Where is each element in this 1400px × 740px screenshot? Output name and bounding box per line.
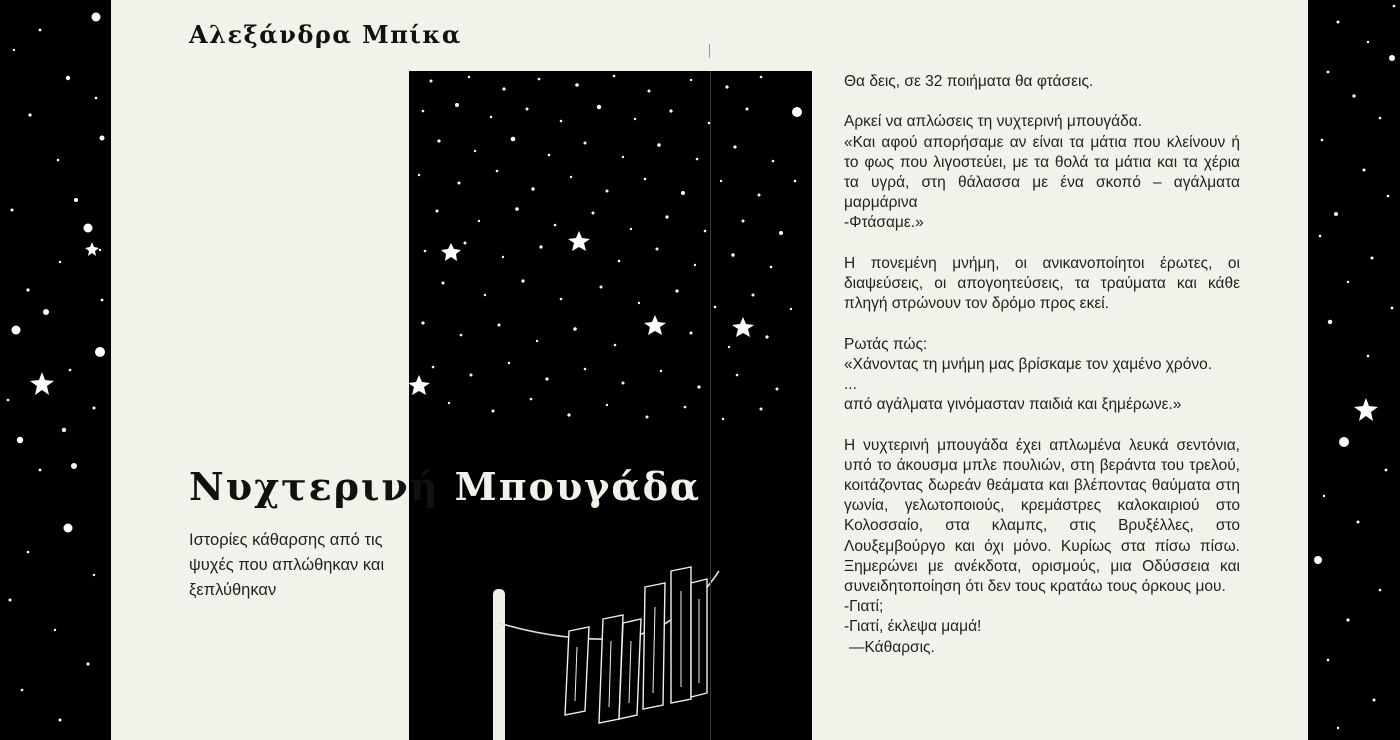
- blurb-line: από αγάλματα γινόμασταν παιδιά και ξημέρωνε.»: [844, 396, 1182, 414]
- blurb-line: ...: [844, 376, 857, 393]
- title-second-word: Μπουγάδα: [454, 464, 702, 509]
- blurb-line: «Χάνοντας τη μνήμη μας βρίσκαμε τον χαμένο χρόνο.: [844, 355, 1212, 373]
- cover-artwork: [409, 71, 812, 740]
- book-spread: [111, 0, 1308, 740]
- starfield-right: [1308, 0, 1400, 740]
- signature: —Κάθαρσις.: [849, 638, 935, 656]
- stars-right-icon: [1308, 0, 1400, 740]
- blurb-paragraph-4: [844, 335, 1240, 416]
- back-cover-blurb: [844, 72, 1240, 658]
- stars-left-icon: [0, 0, 111, 740]
- cover-fold-line: [710, 71, 711, 740]
- blurb-paragraph-1: Θα δεις, σε 32 ποιήματα θα φτάσεις.: [844, 73, 1094, 90]
- blurb-body: Η νυχτερινή μπουγάδα έχει απλωμένα λευκά σεντόνια, υπό το άκουσμα μπλε πουλιών, στη βεράντα του τρελού, κοιτάζοντας δωρεάν θεάματα και βλέποντας θαύματα στη γωνία, γελωτοποιούς, κρεμάστρες καλοκαιριού στο Κολοσσαίο, στα κλαμπς, στις Βρυξέλλες, στο Λουξεμβούργο και όχι μόνο. Κυρίως στα πίσω πίσω. Ξημερώνει με ανέκδοτα, ορισμούς, μια Οδύσσεια και συνειδητοποίηση ότι δεν τους κρατάω τους όρκους μου.: [844, 436, 1240, 596]
- title-first-word: Νυχτερινή: [189, 464, 440, 509]
- blurb-line: «Και αφού απορήσαμε αν είναι τα μάτια που κλείνουν ή το φως που λιγοστεύει, με τα θολά τα μάτια και τα χέρια τα υγρά, στη θάλασσα με ένα σκοπό – αγάλματα μαρμάρινα: [844, 133, 1240, 212]
- blurb-paragraph-3: Η πονεμένη μνήμη, οι ανικανοποίητοι έρωτες, οι διαψεύσεις, οι απογοητεύσεις, τα τραύματα και κάθε πληγή στρώνουν τον δρόμο προς εκεί.: [844, 254, 1240, 313]
- book-title: [189, 464, 701, 509]
- night-sky-icon: [409, 71, 812, 740]
- blurb-line: Ρωτάς πώς:: [844, 335, 928, 353]
- blurb-line: -Φτάσαμε.»: [844, 214, 924, 232]
- dialog-line: -Γιατί;: [844, 598, 884, 616]
- fold-marker: [709, 44, 710, 58]
- blurb-paragraph-5: [844, 436, 1240, 658]
- author-name: Αλεξάνδρα Μπίκα: [189, 20, 462, 49]
- dialog-line: -Γιατί, έκλεψα μαμά!: [844, 618, 982, 636]
- blurb-paragraph-2: [844, 112, 1240, 233]
- clothesline-with-pegs-icon: [493, 567, 719, 740]
- starfield-left: [0, 0, 111, 740]
- book-subtitle: Ιστορίες κάθαρσης από τις ψυχές που απλώθηκαν και ξεπλύθηκαν: [189, 531, 385, 599]
- blurb-line: Αρκεί να απλώσεις τη νυχτερινή μπουγάδα.: [844, 113, 1143, 131]
